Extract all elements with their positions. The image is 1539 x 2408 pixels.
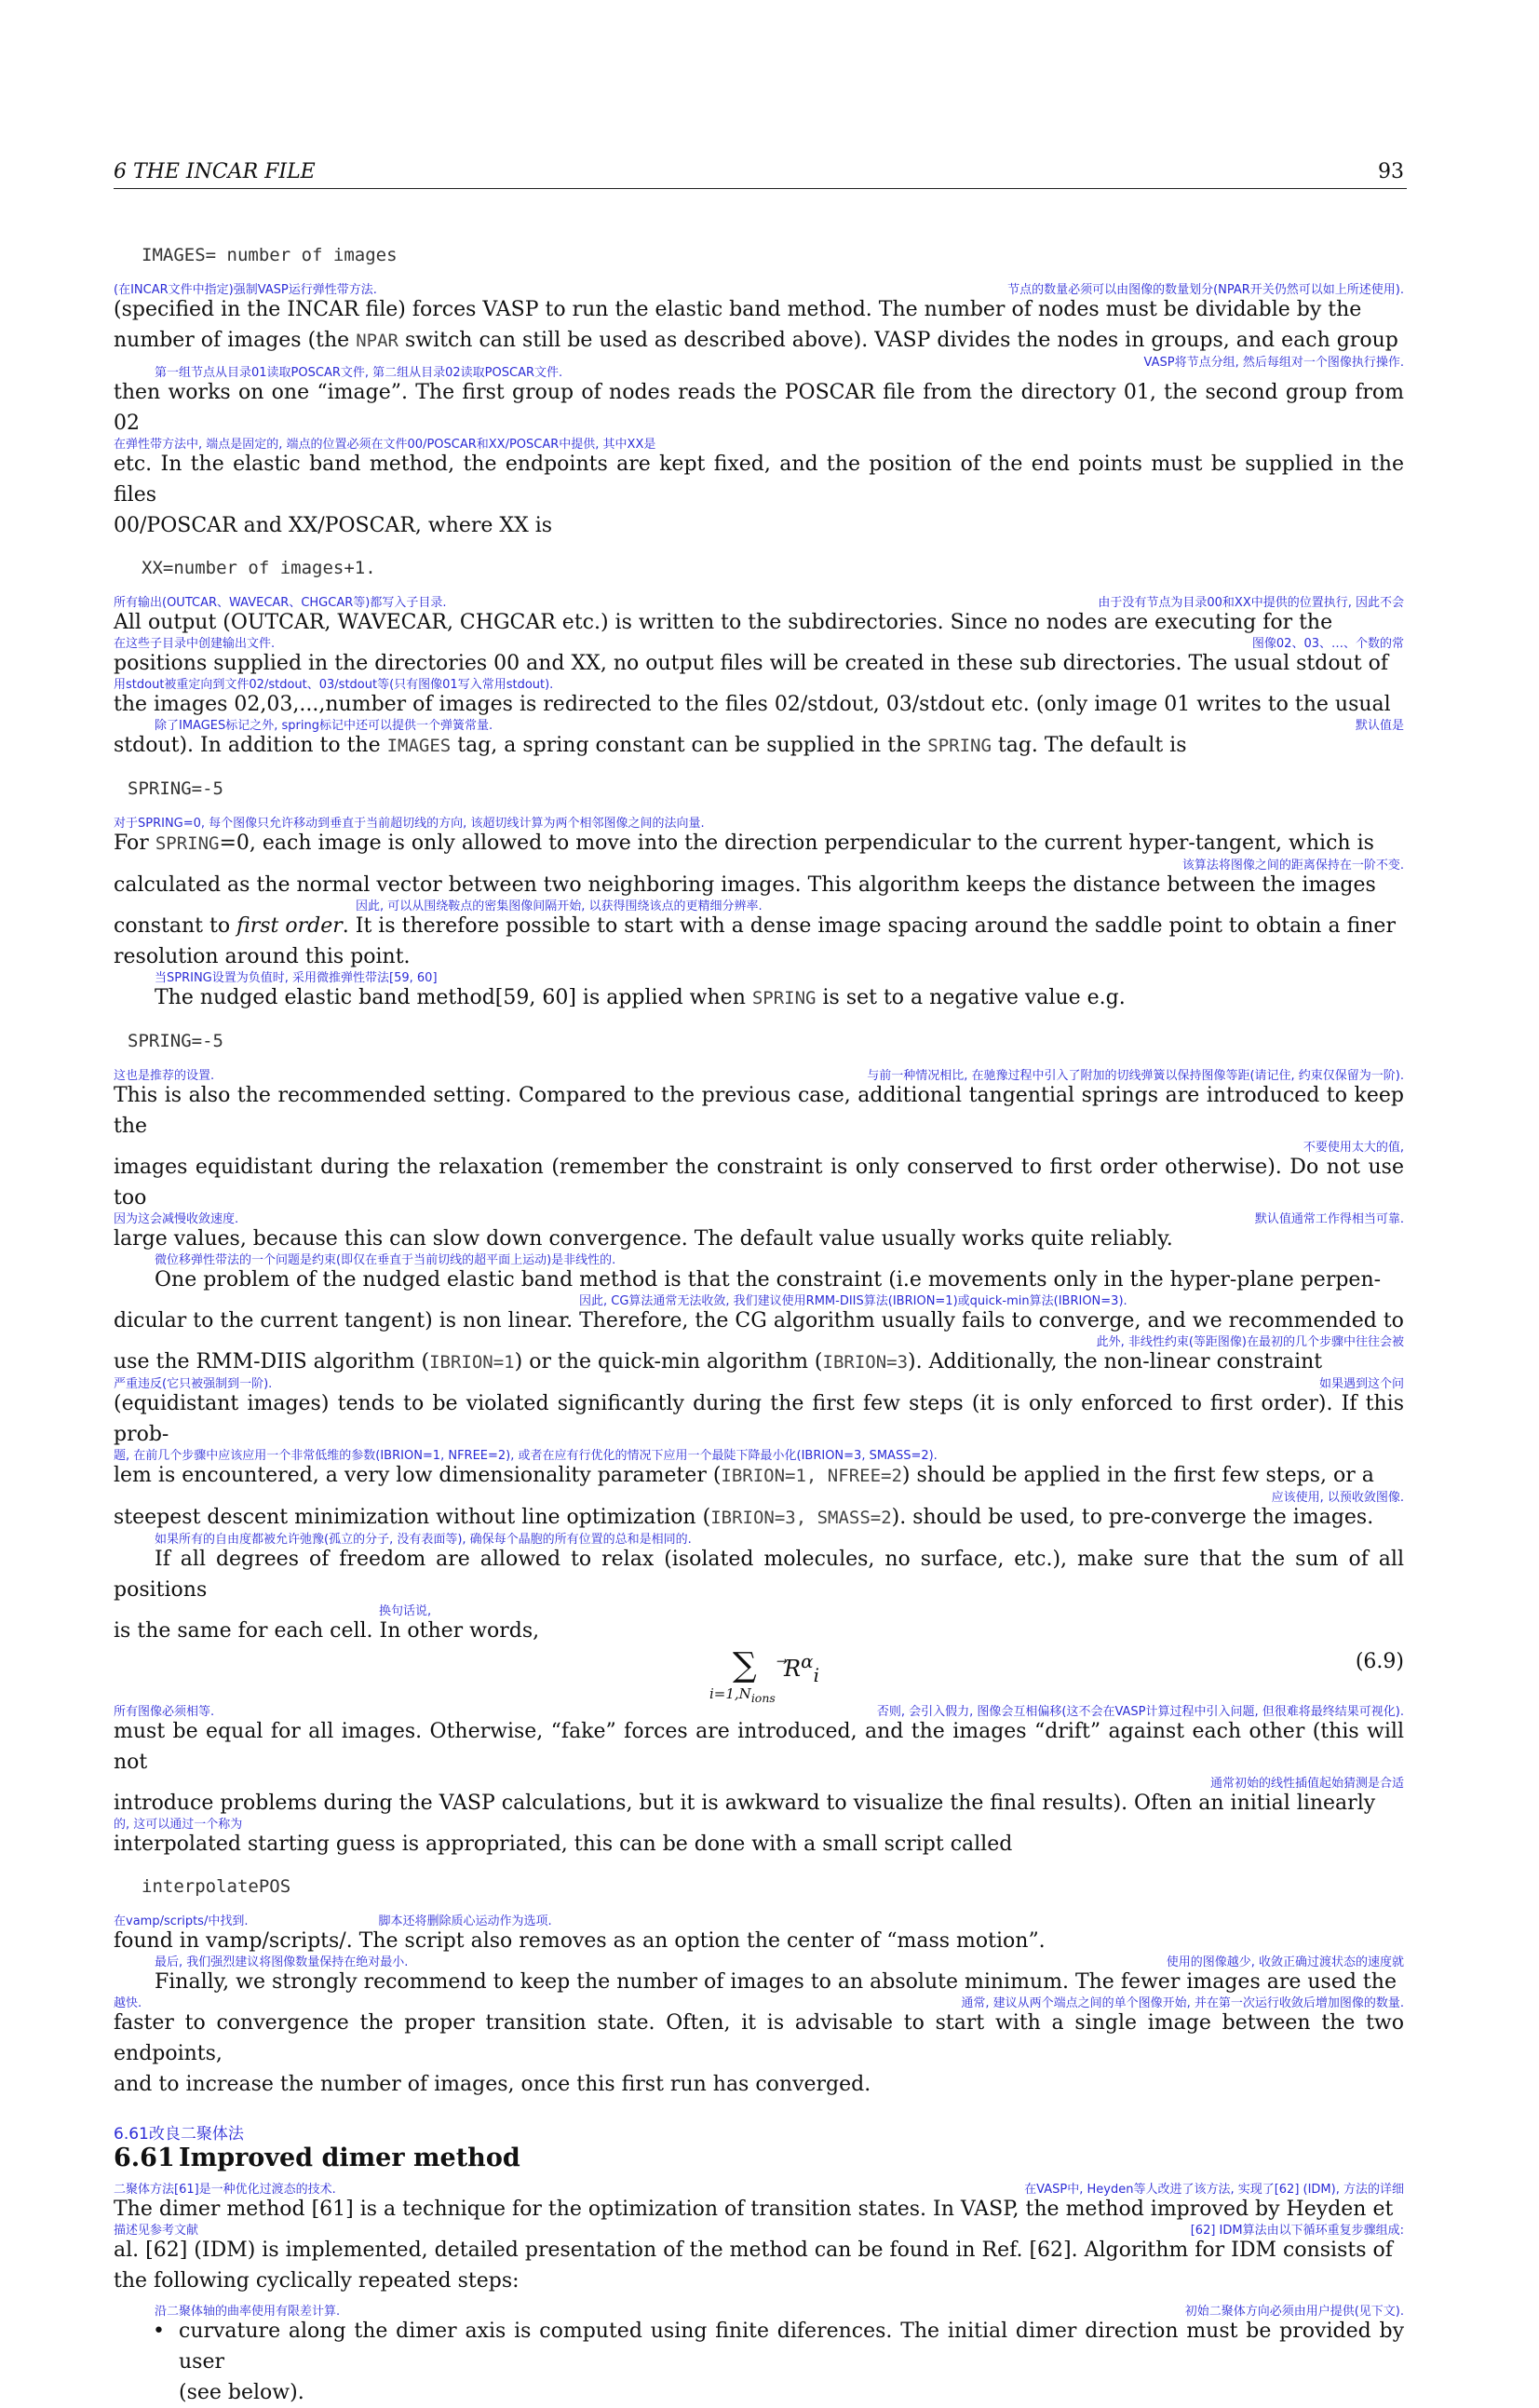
paragraph-equal bbox=[114, 1706, 1404, 1860]
translation-note: 因为这会减慢收敛速度. 默认值通常工作得相当可靠. bbox=[114, 1212, 1404, 1226]
text-line: 00/POSCAR and XX/POSCAR, where XX is bbox=[114, 514, 553, 537]
paragraph-dimer bbox=[114, 2184, 1404, 2296]
paragraph-script bbox=[114, 1915, 1404, 2100]
header-rule bbox=[114, 188, 1407, 189]
translation-note: 当SPRING设置为负值时, 采用微推弹性带法[59, 60] bbox=[155, 971, 438, 985]
sum-symbol: ∑ bbox=[733, 1646, 757, 1684]
translation-note: 描述见参考文献 [62] IDM算法由以下循环重复步骤组成: bbox=[114, 2224, 1404, 2238]
translation-note: 在vamp/scripts/中找到. 脚本还将删除质心运动作为选项. bbox=[114, 1914, 552, 1928]
text-line: found in vamp/scripts/. The script also removes as an option the center of “mass motion”. bbox=[114, 1929, 1046, 1953]
text-line: the images 02,03,...,number of images is redirected to the files 02/stdout, 03/stdout etc. (only image 01 writes to the usual bbox=[114, 693, 1391, 716]
code-xx: XX=number of images+1. bbox=[142, 558, 376, 578]
text-line: steepest descent minimization without line optimization (IBRION=3, SMASS=2). should be used, to pre-converge the images. bbox=[114, 1506, 1374, 1529]
text-line: (equidistant images) tends to be violated significantly during the first few steps (it is only enforced to first order). If this prob- bbox=[114, 1392, 1404, 1446]
text-line: The nudged elastic band method[59, 60] is applied when SPRING is set to a negative value e.g. bbox=[155, 986, 1126, 1009]
text-line: positions supplied in the directories 00 and XX, no output files will be created in these sub directories. The usual stdout of bbox=[114, 652, 1388, 675]
translation-note: (在INCAR文件中指定)强制VASP运行弹性带方法. 节点的数量必须可以由图像的数量划分(NPAR开关仍然可以如上所述使用). bbox=[114, 283, 1404, 297]
text-line: Finally, we strongly recommend to keep the number of images to an absolute minimum. The fewer images are used the bbox=[155, 1970, 1397, 1994]
text-line: resolution around this point. bbox=[114, 945, 411, 968]
text-line: the following cyclically repeated steps: bbox=[114, 2269, 520, 2293]
text-line: dicular to the current tangent) is non linear. Therefore, the CG algorithm usually fails to converge, and we recommended to bbox=[114, 1309, 1404, 1333]
paragraph-spring bbox=[114, 818, 1404, 1014]
translation-note: 应该使用, 以预收敛图像. bbox=[1271, 1491, 1404, 1505]
equation-number: (6.9) bbox=[1355, 1650, 1404, 1673]
text-line: is the same for each cell. In other words, bbox=[114, 1619, 540, 1643]
translation-note: 如果所有的自由度都被允许弛豫(孤立的分子, 没有表面等), 确保每个晶胞的所有位置的总和是相同的. bbox=[155, 1533, 692, 1547]
paragraph-recommended bbox=[114, 1070, 1404, 1646]
equation-6-9 bbox=[114, 1646, 1404, 1706]
text-line: For SPRING=0, each image is only allowed to move into the direction perpendicular to the current hyper-tangent, which is bbox=[114, 832, 1374, 855]
text-line: The dimer method [61] is a technique for the optimization of transition states. In VASP, the method improved by Heyden et bbox=[114, 2198, 1394, 2221]
text-line: then works on one “image”. The first group of nodes reads the POSCAR file from the directory 01, the second group from 02 bbox=[114, 381, 1404, 435]
text-line: lem is encountered, a very low dimensionality parameter (IBRION=1, NFREE=2) should be applied in the first few steps, or a bbox=[114, 1464, 1374, 1487]
paragraph-output bbox=[114, 597, 1404, 762]
code-spring: SPRING=-5 bbox=[128, 778, 223, 799]
translation-note: 题, 在前几个步骤中应该应用一个非常低维的参数(IBRION=1, NFREE=2), 或者在应有行优化的情况下应用一个最陡下降最小化(IBRION=3, SMASS=2). bbox=[114, 1449, 938, 1463]
text-line: etc. In the elastic band method, the endpoints are kept fixed, and the position of the end points must be supplied in the files bbox=[114, 453, 1404, 507]
page-number: 93 bbox=[1378, 160, 1404, 183]
translation-note: 在这些子目录中创建输出文件. 图像02、03、…、个数的常 bbox=[114, 637, 1404, 651]
translation-note: 沿二聚体轴的曲率使用有限差计算. 初始二聚体方向必须由用户提供(见下文). bbox=[155, 2305, 1404, 2319]
running-header: 6 THE INCAR FILE bbox=[114, 160, 316, 183]
bullet-icon: • bbox=[153, 2320, 165, 2343]
translation-note: 因此, 可以从围绕鞍点的密集图像间隔开始, 以获得围绕该点的更精细分辨率. bbox=[356, 900, 763, 913]
translation-note: 严重违反(它只被强制到一阶). 如果遇到这个问 bbox=[114, 1377, 1404, 1391]
text-line: interpolated starting guess is appropriated, this can be done with a small script called bbox=[114, 1833, 1013, 1856]
text-line: If all degrees of freedom are allowed to relax (isolated molecules, no surface, etc.), make sure that the sum of all positions bbox=[114, 1548, 1404, 1602]
text-line: (specified in the INCAR file) forces VASP to run the elastic band method. The number of nodes must be dividable by the bbox=[114, 298, 1362, 321]
text-line: stdout). In addition to the IMAGES tag, a spring constant can be supplied in the SPRING tag. The default is bbox=[114, 734, 1187, 757]
sum-lower-bound: $i=1,N_{ions}$ bbox=[709, 1685, 776, 1705]
section-translation: 6.61改良二聚体法 bbox=[114, 2125, 244, 2144]
translation-note: 所有图像必须相等. 否则, 会引入假力, 图像会互相偏移(这不会在VASP计算过程中引入问题, 但很难将最终结果可视化). bbox=[114, 1705, 1404, 1719]
text-line: use the RMM-DIIS algorithm (IBRION=1) or the quick-min algorithm (IBRION=3). Additionally, the non-linear constraint bbox=[114, 1350, 1323, 1373]
translation-note: 微位移弹性带法的一个问题是约束(即仅在垂直于当前切线的超平面上运动)是非线性的. bbox=[155, 1253, 616, 1267]
text-line: must be equal for all images. Otherwise, “fake” forces are introduced, and the images “drift” against each other (this will not bbox=[114, 1720, 1404, 1774]
text-line: images equidistant during the relaxation (remember the constraint is only conserved to first order otherwise). Do not use too bbox=[114, 1156, 1404, 1210]
translation-note: 对于SPRING=0, 每个图像只允许移动到垂直于当前超切线的方向, 该超切线计算为两个相邻图像之间的法向量. bbox=[114, 817, 705, 831]
text-line: al. [62] (IDM) is implemented, detailed presentation of the method can be found in Ref. [62]. Algorithm for IDM consists of bbox=[114, 2239, 1393, 2262]
translation-note: 通常初始的线性插值起始猜测是合适 bbox=[1209, 1777, 1404, 1791]
position-vector: $R^\alpha_i$ bbox=[784, 1650, 819, 1686]
text-line: and to increase the number of images, once this first run has converged. bbox=[114, 2073, 871, 2096]
translation-note: 除了IMAGES标记之外, spring标记中还可以提供一个弹簧常量. 默认值是 bbox=[155, 719, 1404, 733]
paragraph-images bbox=[114, 284, 1404, 541]
translation-note: 越快. 通常, 建议从两个端点之间的单个图像开始, 并在第一次运行收敛后增加图像的数量. bbox=[114, 1996, 1404, 2010]
text-line: large values, because this can slow down convergence. The default value usually works quite reliably. bbox=[114, 1227, 1173, 1251]
text-line: calculated as the normal vector between two neighboring images. This algorithm keeps the distance between the images bbox=[114, 873, 1376, 897]
section-heading: 6.61 Improved dimer method bbox=[114, 2144, 520, 2172]
translation-note: 的, 这可以通过一个称为 bbox=[114, 1818, 243, 1832]
text-line: number of images (the NPAR switch can still be used as described above). VASP divides the nodes in groups, and each group bbox=[114, 329, 1398, 352]
code-interpolatepos: interpolatePOS bbox=[142, 1876, 291, 1897]
text-line: One problem of the nudged elastic band method is that the constraint (i.e movements only in the hyper-plane perpen- bbox=[155, 1268, 1382, 1292]
code-images: IMAGES= number of images bbox=[142, 245, 398, 265]
translation-note: 换句话说, bbox=[379, 1604, 432, 1618]
bullet-text: • curvature along the dimer axis is computed using finite diferences. The initial dimer direction must be provided by user bbox=[114, 2316, 1404, 2377]
translation-note: 不要使用太大的值, bbox=[1303, 1141, 1404, 1155]
bullet-item bbox=[114, 2306, 1404, 2408]
text-line: introduce problems during the VASP calculations, but it is awkward to visualize the final results). Often an initial linearly bbox=[114, 1792, 1376, 1815]
text-line: faster to convergence the proper transition state. Often, it is advisable to start with a single image between the two endpoints, bbox=[114, 2011, 1404, 2065]
translation-note: 此外, 非线性约束(等距图像)在最初的几个步骤中往往会被 bbox=[1096, 1335, 1404, 1349]
translation-note: 第一组节点从目录01读取POSCAR文件, 第二组从目录02读取POSCAR文件. bbox=[155, 366, 563, 380]
translation-note: 用stdout被重定向到文件02/stdout、03/stdout等(只有图像01写入常用stdout). bbox=[114, 678, 554, 692]
text-line: All output (OUTCAR, WAVECAR, CHGCAR etc.) is written to the subdirectories. Since no nodes are executing for the bbox=[114, 611, 1333, 634]
document-body bbox=[114, 228, 1404, 2408]
translation-note: VASP将节点分组, 然后每组对一个图像执行操作. bbox=[1143, 356, 1404, 370]
translation-note: 最后, 我们强烈建议将图像数量保持在绝对最小. 使用的图像越少, 收敛正确过渡状态的速度就 bbox=[155, 1955, 1404, 1969]
translation-note: 该算法将图像之间的距离保持在一阶不变. bbox=[1181, 859, 1404, 873]
text-line: constant to first order. It is therefore possible to start with a dense image spacing around the saddle point to obtain a finer bbox=[114, 914, 1396, 938]
translation-note: 二聚体方法[61]是一种优化过渡态的技术. 在VASP中, Heyden等人改进了该方法, 实现了[62] (IDM), 方法的详细 bbox=[114, 2183, 1404, 2197]
translation-note: 因此, CG算法通常无法收敛, 我们建议使用RMM-DIIS算法(IBRION=1)或quick-min算法(IBRION=3). bbox=[579, 1294, 1127, 1308]
bullet-text: (see below). bbox=[179, 2381, 304, 2404]
text-line: This is also the recommended setting. Compared to the previous case, additional tangential springs are introduced to keep the bbox=[114, 1084, 1404, 1138]
translation-note: 这也是推荐的设置. 与前一种情况相比, 在驰豫过程中引入了附加的切线弹簧以保持图像等距(请记住, 约束仅保留为一阶). bbox=[114, 1069, 1404, 1083]
translation-note: 所有输出(OUTCAR、WAVECAR、CHGCAR等)都写入子目录. 由于没有节点为目录00和XX中提供的位置执行, 因此不会 bbox=[114, 596, 1404, 610]
translation-note: 在弹性带方法中, 端点是固定的, 端点的位置必须在文件00/POSCAR和XX/POSCAR中提供, 其中XX是 bbox=[114, 438, 656, 452]
code-spring-2: SPRING=-5 bbox=[128, 1031, 223, 1051]
